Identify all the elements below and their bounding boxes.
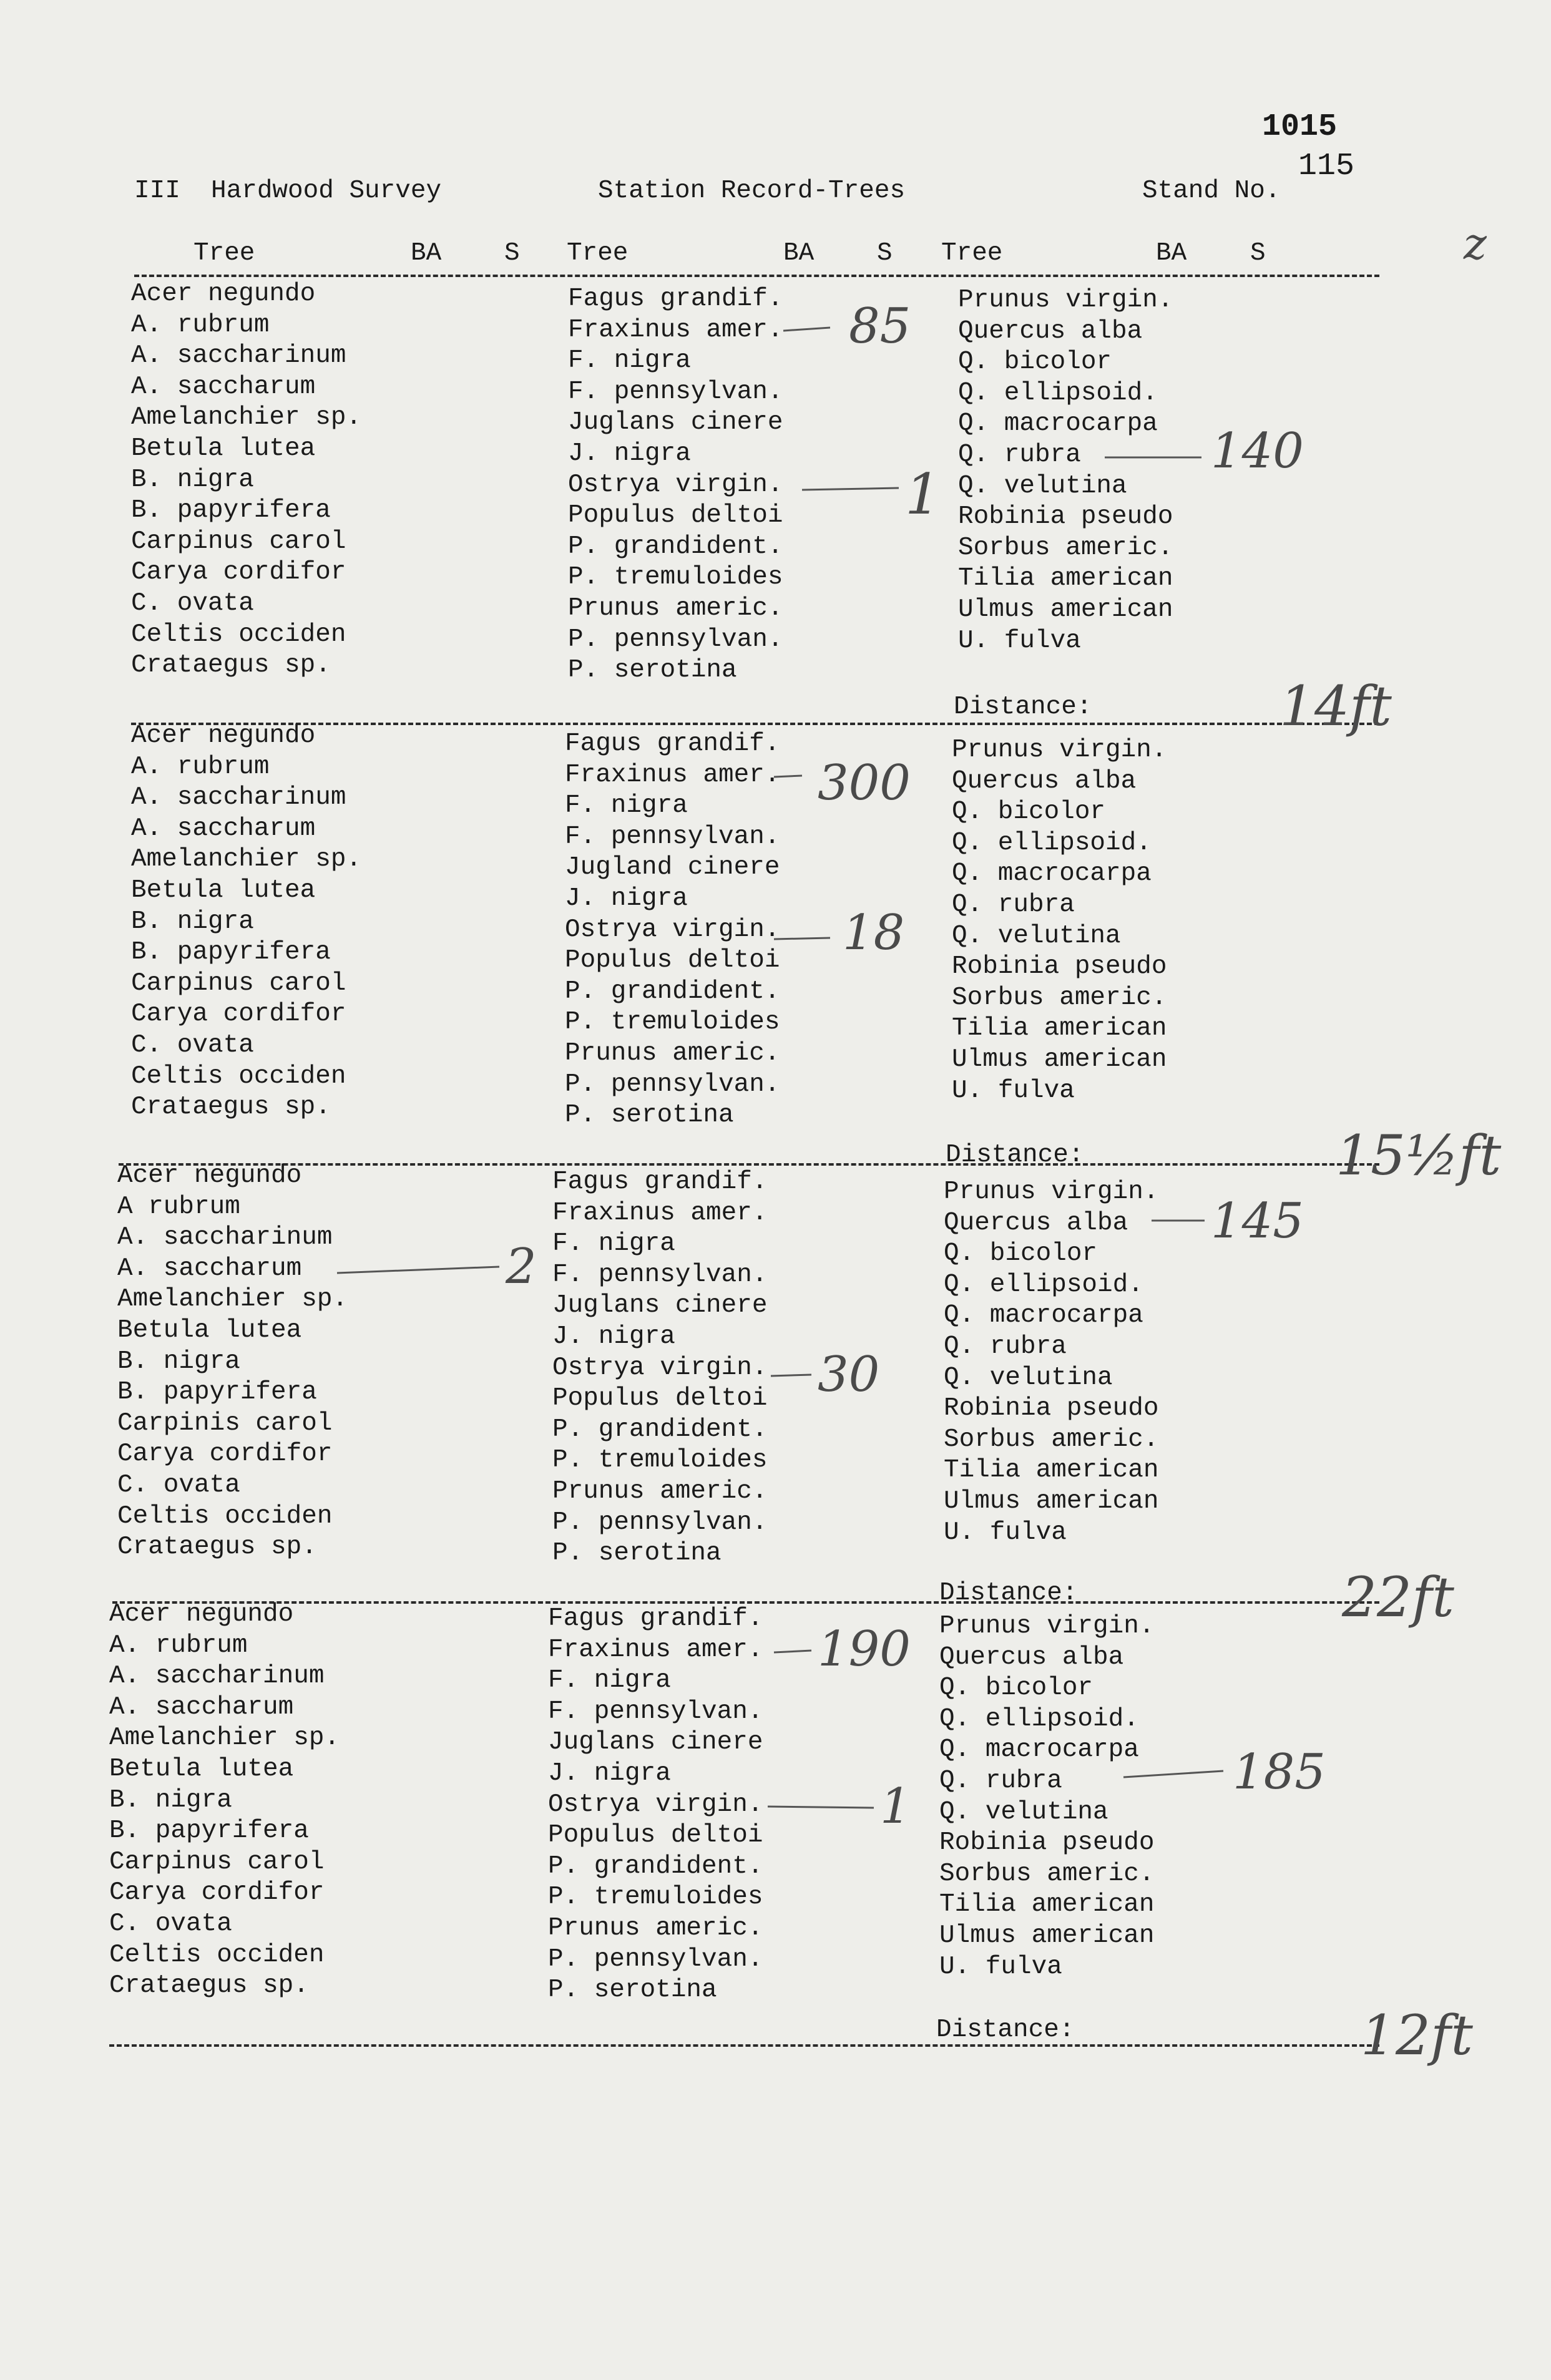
tree-name: Amelanchier sp. [131,845,362,874]
tree-name: P. pennsylvan. [552,1508,768,1537]
col-header-tree-1: Tree [193,239,255,268]
tree-name: Acer negundo [131,721,316,750]
tree-name: Celtis occiden [131,1061,346,1091]
handwritten-distance: 14ft [1279,674,1392,738]
tree-name: Celtis occiden [117,1501,333,1531]
tally-line [768,1807,874,1808]
tree-name: Acer negundo [117,1161,302,1190]
col-header-s-2: S [877,239,893,268]
tree-name: B. nigra [131,907,254,936]
col-header-ba-1: BA [411,239,442,268]
tree-name: U. fulva [939,1952,1062,1981]
col-header-s-3: S [1250,239,1266,268]
tree-name: C. ovata [131,1030,254,1060]
distance-label: Distance: [954,693,1092,721]
tree-name: Ulmus american [939,1921,1155,1950]
tree-name: Ostrya virgin. [568,470,783,499]
tree-name: Prunus virgin. [939,1612,1155,1641]
tree-name: Ostrya virgin. [548,1790,763,1819]
tree-name: Q. macrocarpa [939,1735,1139,1765]
tree-name: Populus deltoi [552,1384,768,1413]
tree-name: Robinia pseudo [944,1394,1159,1423]
tree-name: Ostrya virgin. [565,915,780,944]
tree-name: P. tremuloides [552,1446,768,1475]
tree-name: Carpinus carol [131,968,346,998]
handwritten-distance: 22ft [1342,1565,1454,1629]
tree-name: Carya cordifor [109,1878,325,1908]
tree-name: Juglans cinere [548,1728,763,1757]
handwritten-distance: 15½ft [1336,1123,1502,1188]
tree-name: P. grandident. [565,977,780,1006]
tree-name: Robinia pseudo [952,952,1167,982]
tree-name: Tilia american [944,1456,1159,1485]
tree-name: F. nigra [552,1229,675,1259]
tree-name: Fagus grandif. [552,1168,768,1196]
col-header-ba-3: BA [1156,239,1187,268]
distance-label: Distance: [936,2016,1075,2044]
tree-name: Crataegus sp. [109,1971,309,2001]
tree-name: Q. rubra [944,1332,1067,1361]
tree-name: Robinia pseudo [958,502,1173,532]
tree-name: Jugland cinere [565,853,780,882]
tree-name: A. rubrum [109,1631,248,1660]
tree-name: Prunus virgin. [952,736,1167,764]
tree-name: Q. ellipsoid. [939,1704,1139,1734]
tree-name: P. pennsylvan. [548,1944,763,1974]
stand-number-stamp-bottom: 115 [1298,149,1355,184]
tree-name: B. papyrifera [131,496,331,525]
tree-name: A. rubrum [131,310,270,339]
tree-name: P. grandident. [568,532,783,561]
tree-name: A. rubrum [131,752,270,781]
tree-name: C. ovata [131,588,254,618]
handwritten-ba: 1 [905,462,941,527]
tree-name: Q. bicolor [952,797,1106,827]
tree-name: Robinia pseudo [939,1828,1155,1858]
tree-name: Celtis occiden [109,1940,325,1969]
tree-name: Fagus grandif. [565,729,780,758]
tree-name: P. grandident. [548,1851,763,1881]
handwritten-ba: 2 [506,1239,537,1295]
tree-name: Acer negundo [131,280,316,308]
tree-name: Q. macrocarpa [944,1301,1143,1330]
tree-name: A. saccharinum [131,783,346,812]
tree-name: P. serotina [565,1101,734,1130]
tree-name: Acer negundo [109,1600,294,1629]
tree-name: Ulmus american [944,1486,1159,1516]
tree-name: P. tremuloides [548,1883,763,1912]
tree-name: U. fulva [944,1518,1067,1547]
tree-name: Prunus virgin. [944,1178,1159,1206]
tree-name: Prunus americ. [552,1476,768,1506]
tree-name: P. serotina [568,656,737,685]
tree-name: B. nigra [131,465,254,494]
tree-name: A. saccharum [117,1254,302,1283]
tree-name: Betula lutea [131,875,316,905]
tree-name: P. pennsylvan. [568,625,783,654]
tree-name: P. tremuloides [568,563,783,592]
tree-name: Amelanchier sp. [131,403,362,432]
tree-name: P. serotina [548,1976,717,2005]
tally-line [771,1375,811,1376]
tally-line [802,488,899,490]
handwritten-ba: 85 [849,298,911,354]
tally-line [783,328,830,331]
col-header-ba-2: BA [783,239,815,268]
tree-name: Q. velutina [952,921,1121,950]
tree-name: Quercus alba [958,316,1143,346]
tally-line [1123,1771,1223,1777]
tree-name: Fraxinus amer. [568,315,783,344]
corner-mark: z [1464,218,1487,270]
tree-name: Tilia american [952,1014,1167,1043]
tree-name: Carpinis carol [117,1408,333,1438]
tree-name: Crataegus sp. [117,1533,317,1562]
tree-name: Crataegus sp. [131,1093,331,1122]
tree-name: Prunus americ. [548,1913,763,1943]
tree-name: F. nigra [568,346,691,376]
handwritten-ba: 1 [880,1778,911,1835]
tree-name: Q. velutina [944,1363,1113,1392]
tree-name: J. nigra [565,884,688,913]
tree-name: Betula lutea [109,1754,294,1783]
tree-name: F. pennsylvan. [568,377,783,406]
tree-name: Q. ellipsoid. [944,1270,1143,1299]
tree-name: Ulmus american [952,1045,1167,1074]
tree-name: Sorbus americ. [952,983,1167,1012]
tree-name: Amelanchier sp. [117,1285,348,1314]
tree-name: Celtis occiden [131,620,346,649]
tree-name: U. fulva [958,626,1081,655]
tree-name: Juglans cinere [552,1291,768,1320]
handwritten-ba: 145 [1211,1193,1304,1249]
tree-name: F. pennsylvan. [565,822,780,851]
col-header-s-1: S [504,239,520,268]
tree-name: Sorbus americ. [958,533,1173,562]
tree-name: F. pennsylvan. [552,1260,768,1289]
tree-name: Quercus alba [939,1642,1124,1672]
tree-name: Carpinus carol [109,1847,325,1876]
tree-name: C. ovata [109,1909,232,1938]
tree-name: Quercus alba [944,1208,1128,1237]
tree-name: Q. macrocarpa [958,409,1158,439]
tree-name: Q. rubra [939,1766,1062,1795]
tree-name: P. pennsylvan. [565,1070,780,1099]
tree-name: Q. ellipsoid. [952,828,1152,857]
tally-line [774,1651,811,1652]
tree-name: Prunus virgin. [958,286,1173,315]
tree-name: A. saccharum [109,1692,294,1722]
tree-name: P. tremuloides [565,1008,780,1037]
tree-name: B. papyrifera [131,938,331,967]
tally-line [337,1267,499,1273]
tree-name: A rubrum [117,1192,240,1221]
distance-label: Distance: [946,1141,1084,1169]
tree-name: F. pennsylvan. [548,1697,763,1726]
tree-name: Prunus americ. [565,1038,780,1068]
tree-name: Ulmus american [958,595,1173,624]
tally-line [774,938,830,939]
tree-name: Betula lutea [117,1315,302,1345]
survey-title: III Hardwood Survey [134,177,442,205]
tree-name: Fraxinus amer. [552,1198,768,1227]
handwritten-ba: 300 [818,755,911,811]
tree-name: J. nigra [552,1322,675,1351]
handwritten-ba: 18 [843,905,905,961]
tree-name: Q. rubra [958,440,1081,469]
tree-name: Sorbus americ. [944,1425,1159,1454]
tree-name: Q. velutina [939,1797,1108,1826]
tree-name: Crataegus sp. [131,651,331,680]
tree-name: P. grandident. [552,1415,768,1444]
tree-name: B. papyrifera [109,1817,309,1846]
tree-name: J. nigra [548,1758,671,1788]
tree-name: Fraxinus amer. [548,1635,763,1664]
tree-name: Quercus alba [952,766,1137,796]
tree-name: Ostrya virgin. [552,1353,768,1382]
handwritten-ba: 140 [1211,423,1304,479]
tree-name: Fraxinus amer. [565,760,780,789]
handwritten-ba: 185 [1233,1744,1326,1800]
tree-name: B. nigra [117,1347,240,1376]
tree-name: Q. bicolor [939,1674,1094,1703]
record-title: Station Record-Trees [598,177,906,205]
tree-name: A. saccharinum [131,341,346,371]
tree-name: Sorbus americ. [939,1859,1155,1888]
tree-name: Tilia american [939,1890,1155,1919]
tree-name: Q. ellipsoid. [958,378,1158,407]
tree-name: A. saccharum [131,372,316,401]
tree-name: Q. bicolor [958,348,1112,377]
stand-number-stamp-top: 1015 [1262,109,1338,145]
distance-label: Distance: [939,1579,1078,1607]
tree-name: Fagus grandif. [568,285,783,313]
tree-name: A. saccharinum [109,1662,325,1691]
tree-name: Carya cordifor [117,1440,333,1469]
tree-name: Fagus grandif. [548,1604,763,1633]
handwritten-ba: 190 [818,1621,911,1677]
tree-name: Amelanchier sp. [109,1724,340,1753]
tree-name: Prunus americ. [568,593,783,623]
stand-label: Stand No. [1142,177,1281,205]
tree-name: U. fulva [952,1076,1075,1105]
tree-name: Q. macrocarpa [952,859,1152,889]
tree-name: Betula lutea [131,434,316,463]
tree-name: Carya cordifor [131,558,346,587]
tree-name: Tilia american [958,564,1173,593]
tree-name: J. nigra [568,439,691,468]
col-header-tree-2: Tree [567,239,629,268]
handwritten-distance: 12ft [1361,2003,1473,2067]
tree-name: Juglans cinere [568,408,783,437]
tree-name: Populus deltoi [568,501,783,530]
tree-name: Q. bicolor [944,1239,1098,1269]
tree-name: Carpinus carol [131,527,346,556]
tally-line [774,776,802,777]
tree-name: F. nigra [548,1666,671,1695]
tree-name: A. saccharinum [117,1223,333,1252]
col-header-tree-3: Tree [941,239,1003,268]
tree-name: Populus deltoi [565,946,780,975]
tree-name: Populus deltoi [548,1821,763,1850]
tree-name: A. saccharum [131,814,316,843]
tree-name: Carya cordifor [131,1000,346,1029]
handwritten-ba: 30 [818,1347,880,1403]
tree-name: Q. velutina [958,471,1127,500]
tree-name: B. papyrifera [117,1378,317,1407]
tree-name: F. nigra [565,791,688,821]
tree-name: Q. rubra [952,890,1075,919]
tree-name: P. serotina [552,1539,722,1568]
tree-name: B. nigra [109,1785,232,1815]
tree-name: C. ovata [117,1470,240,1500]
